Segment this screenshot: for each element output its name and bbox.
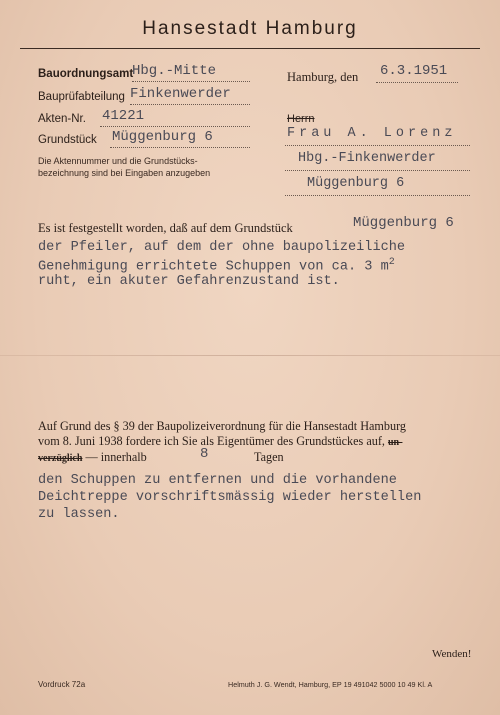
order-typed-line-3: zu lassen. [38,507,120,522]
note-line-2: bezeichnung sind bei Eingaben anzugeben [38,168,211,178]
body-intro: Es ist festgestellt worden, daß auf dem Grundstück [38,221,293,235]
letter-date: 6.3.1951 [380,63,448,79]
recipient-underline-3 [285,195,470,196]
order-line-1: Auf Grund des § 39 der Baupolizeiverordnung für die Hansestadt Hamburg [38,419,407,433]
order-line-3 [38,450,147,465]
body-intro-value: Müggenburg 6 [353,215,454,231]
bauprufabteilung-value: Finkenwerder [130,86,231,102]
note-line-1: Die Aktennummer und die Grundstücks- [38,156,198,166]
bauprufabteilung-underline [130,104,250,105]
bauordnungsamt-value: Hbg.-Mitte [132,63,217,79]
recipient-underline-1 [285,145,470,146]
paper-fold [0,355,500,356]
form-number: Vordruck 72a [38,680,86,689]
grundstuck-label: Grundstück [38,134,97,146]
page-title: Hansestadt Hamburg [142,18,358,39]
bauordnungsamt-label: Bauordnungsamt [38,68,134,80]
order-days: 8 [200,446,209,462]
printer-line: Helmuth J. G. Wendt, Hamburg, EP 19 491042 5000 10 49 Kl. A [228,680,433,689]
salutation-struck: Herrn [287,113,315,125]
recipient-underline-2 [285,170,470,171]
body-typed-line-2-text: Genehmigung errichtete Schuppen von ca. 3 m [38,259,389,275]
place-prefix: Hamburg, den [287,70,359,84]
akten-underline [100,126,250,127]
order-line-3-struck: verzüglich [38,453,83,464]
body-typed-line-2-sup: 2 [388,257,395,268]
order-typed-line-1: den Schuppen zu entfernen und die vorhandene [38,473,397,488]
order-line-2-text: vom 8. Juni 1938 fordere ich Sie als Eigentümer des Grundstückes auf, [38,434,385,448]
akten-label: Akten-Nr. [38,113,86,125]
akten-value: 41221 [102,108,145,124]
bauprufabteilung-label: Bauprüfabteilung [38,91,125,103]
recipient-line-3: Müggenburg 6 [307,176,405,191]
bauordnungsamt-underline [132,81,250,82]
wenden-note: Wenden! [432,648,472,660]
body-typed-line-3: ruht, ein akuter Gefahrenzustand ist. [38,274,340,289]
order-line-3-mid: — innerhalb [85,450,147,464]
order-typed-line-2: Deichtreppe vorschriftsmässig wieder herstellen [38,490,422,505]
grundstuck-value: Müggenburg 6 [112,129,213,145]
order-line-2-struck: un- [387,437,403,448]
body-typed-line-2 [38,257,395,275]
recipient-line-2: Hbg.-Finkenwerder [298,151,436,166]
grundstuck-underline [110,147,250,148]
body-typed-line-1: der Pfeiler, auf dem der ohne baupolizeiliche [38,240,406,255]
recipient-name: Frau A. Lorenz [287,126,457,141]
order-line-3-end: Tagen [254,450,284,464]
title-divider [20,48,480,49]
date-underline [376,82,458,83]
order-line-2 [38,434,402,449]
